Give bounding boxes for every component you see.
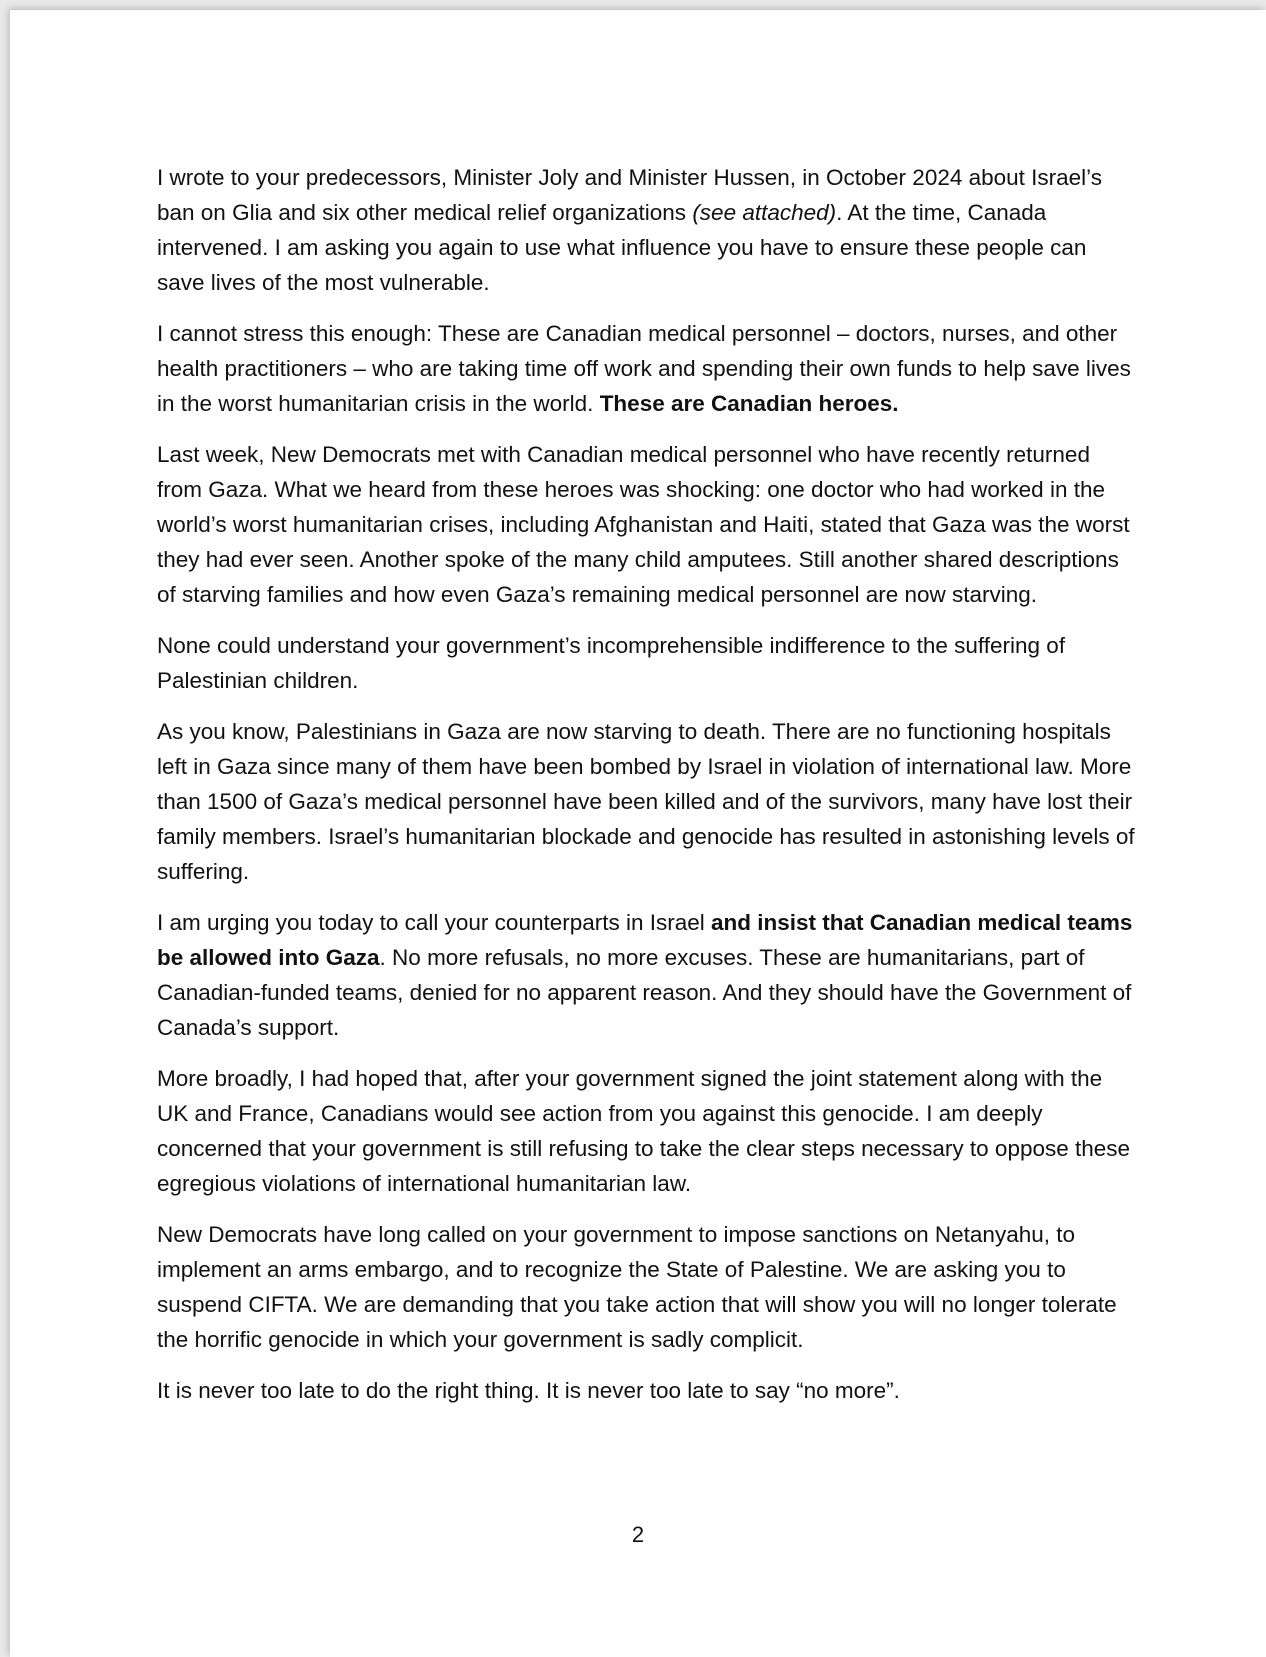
letter-body bbox=[157, 160, 1137, 1424]
paragraph-canadian-heroes bbox=[157, 316, 1137, 421]
paragraph-starvation: As you know, Palestinians in Gaza are now starving to death. There are no functioning hospitals left in Gaza since many of them have been bombed by Israel in violation of international law. More than 1500 of Gaza’s medical personnel have been killed and of the survivors, many have lost their family members. Israel’s humanitarian blockade and genocide has resulted in astonishing levels of suffering. bbox=[157, 719, 1135, 884]
paragraph-text: . No more refusals, no more excuses. These are humanitarians, part of Canadian-funded teams, denied for no apparent reason. And they should have the Government of Canada’s support. bbox=[157, 945, 1132, 1040]
paragraph-urging-israel bbox=[157, 905, 1137, 1045]
paragraph-indifference: None could understand your government’s incomprehensible indifference to the suffering of Palestinian children. bbox=[157, 633, 1066, 693]
paragraph-closing: It is never too late to do the right thing. It is never too late to say “no more”. bbox=[157, 1378, 900, 1403]
paragraph-text: I wrote to your predecessors, Minister Joly and Minister Hussen, in October 2024 about Israel’s ban on Glia and six other medical relief organizations bbox=[157, 165, 1103, 225]
document-page bbox=[10, 10, 1266, 1657]
paragraph-text: I am urging you today to call your counterparts in Israel bbox=[157, 910, 712, 935]
paragraph-previous-letter bbox=[157, 160, 1137, 300]
paragraph-sanctions: New Democrats have long called on your government to impose sanctions on Netanyahu, to implement an arms embargo, and to recognize the State of Palestine. We are asking you to suspend CIFTA. We are demanding that you take action that will show you will no longer tolerate the horrific genocide in which your government is sadly complicit. bbox=[157, 1222, 1117, 1352]
bold-emphasis: These are Canadian heroes. bbox=[599, 391, 899, 416]
bold-emphasis: and insist that Canadian medical teams be allowed into Gaza bbox=[157, 910, 1133, 970]
paragraph-text: I cannot stress this enough: These are Canadian medical personnel – doctors, nurses, and other health practitioners – who are taking time off work and spending their own funds to help save lives in the worst humanitarian crisis in the world. bbox=[157, 321, 1131, 416]
page-number: 2 bbox=[631, 1522, 645, 1547]
paragraph-medical-personnel-meeting: Last week, New Democrats met with Canadian medical personnel who have recently returned from Gaza. What we heard from these heroes was shocking: one doctor who had worked in the world’s worst humanitarian crises, including Afghanistan and Haiti, stated that Gaza was the worst they had ever seen. Another spoke of the many child amputees. Still another shared descriptions of starving families and how even Gaza’s remaining medical personnel are now starving. bbox=[157, 442, 1130, 607]
paragraph-joint-statement: More broadly, I had hoped that, after your government signed the joint statement along with the UK and France, Canadians would see action from you against this genocide. I am deeply concerned that your government is still refusing to take the clear steps necessary to oppose these egregious violations of international humanitarian law. bbox=[157, 1066, 1131, 1196]
paragraph-text: . At the time, Canada intervened. I am asking you again to use what influence you have to ensure these people can save lives of the most vulnerable. bbox=[157, 200, 1087, 295]
see-attached-note: (see attached) bbox=[692, 200, 837, 225]
